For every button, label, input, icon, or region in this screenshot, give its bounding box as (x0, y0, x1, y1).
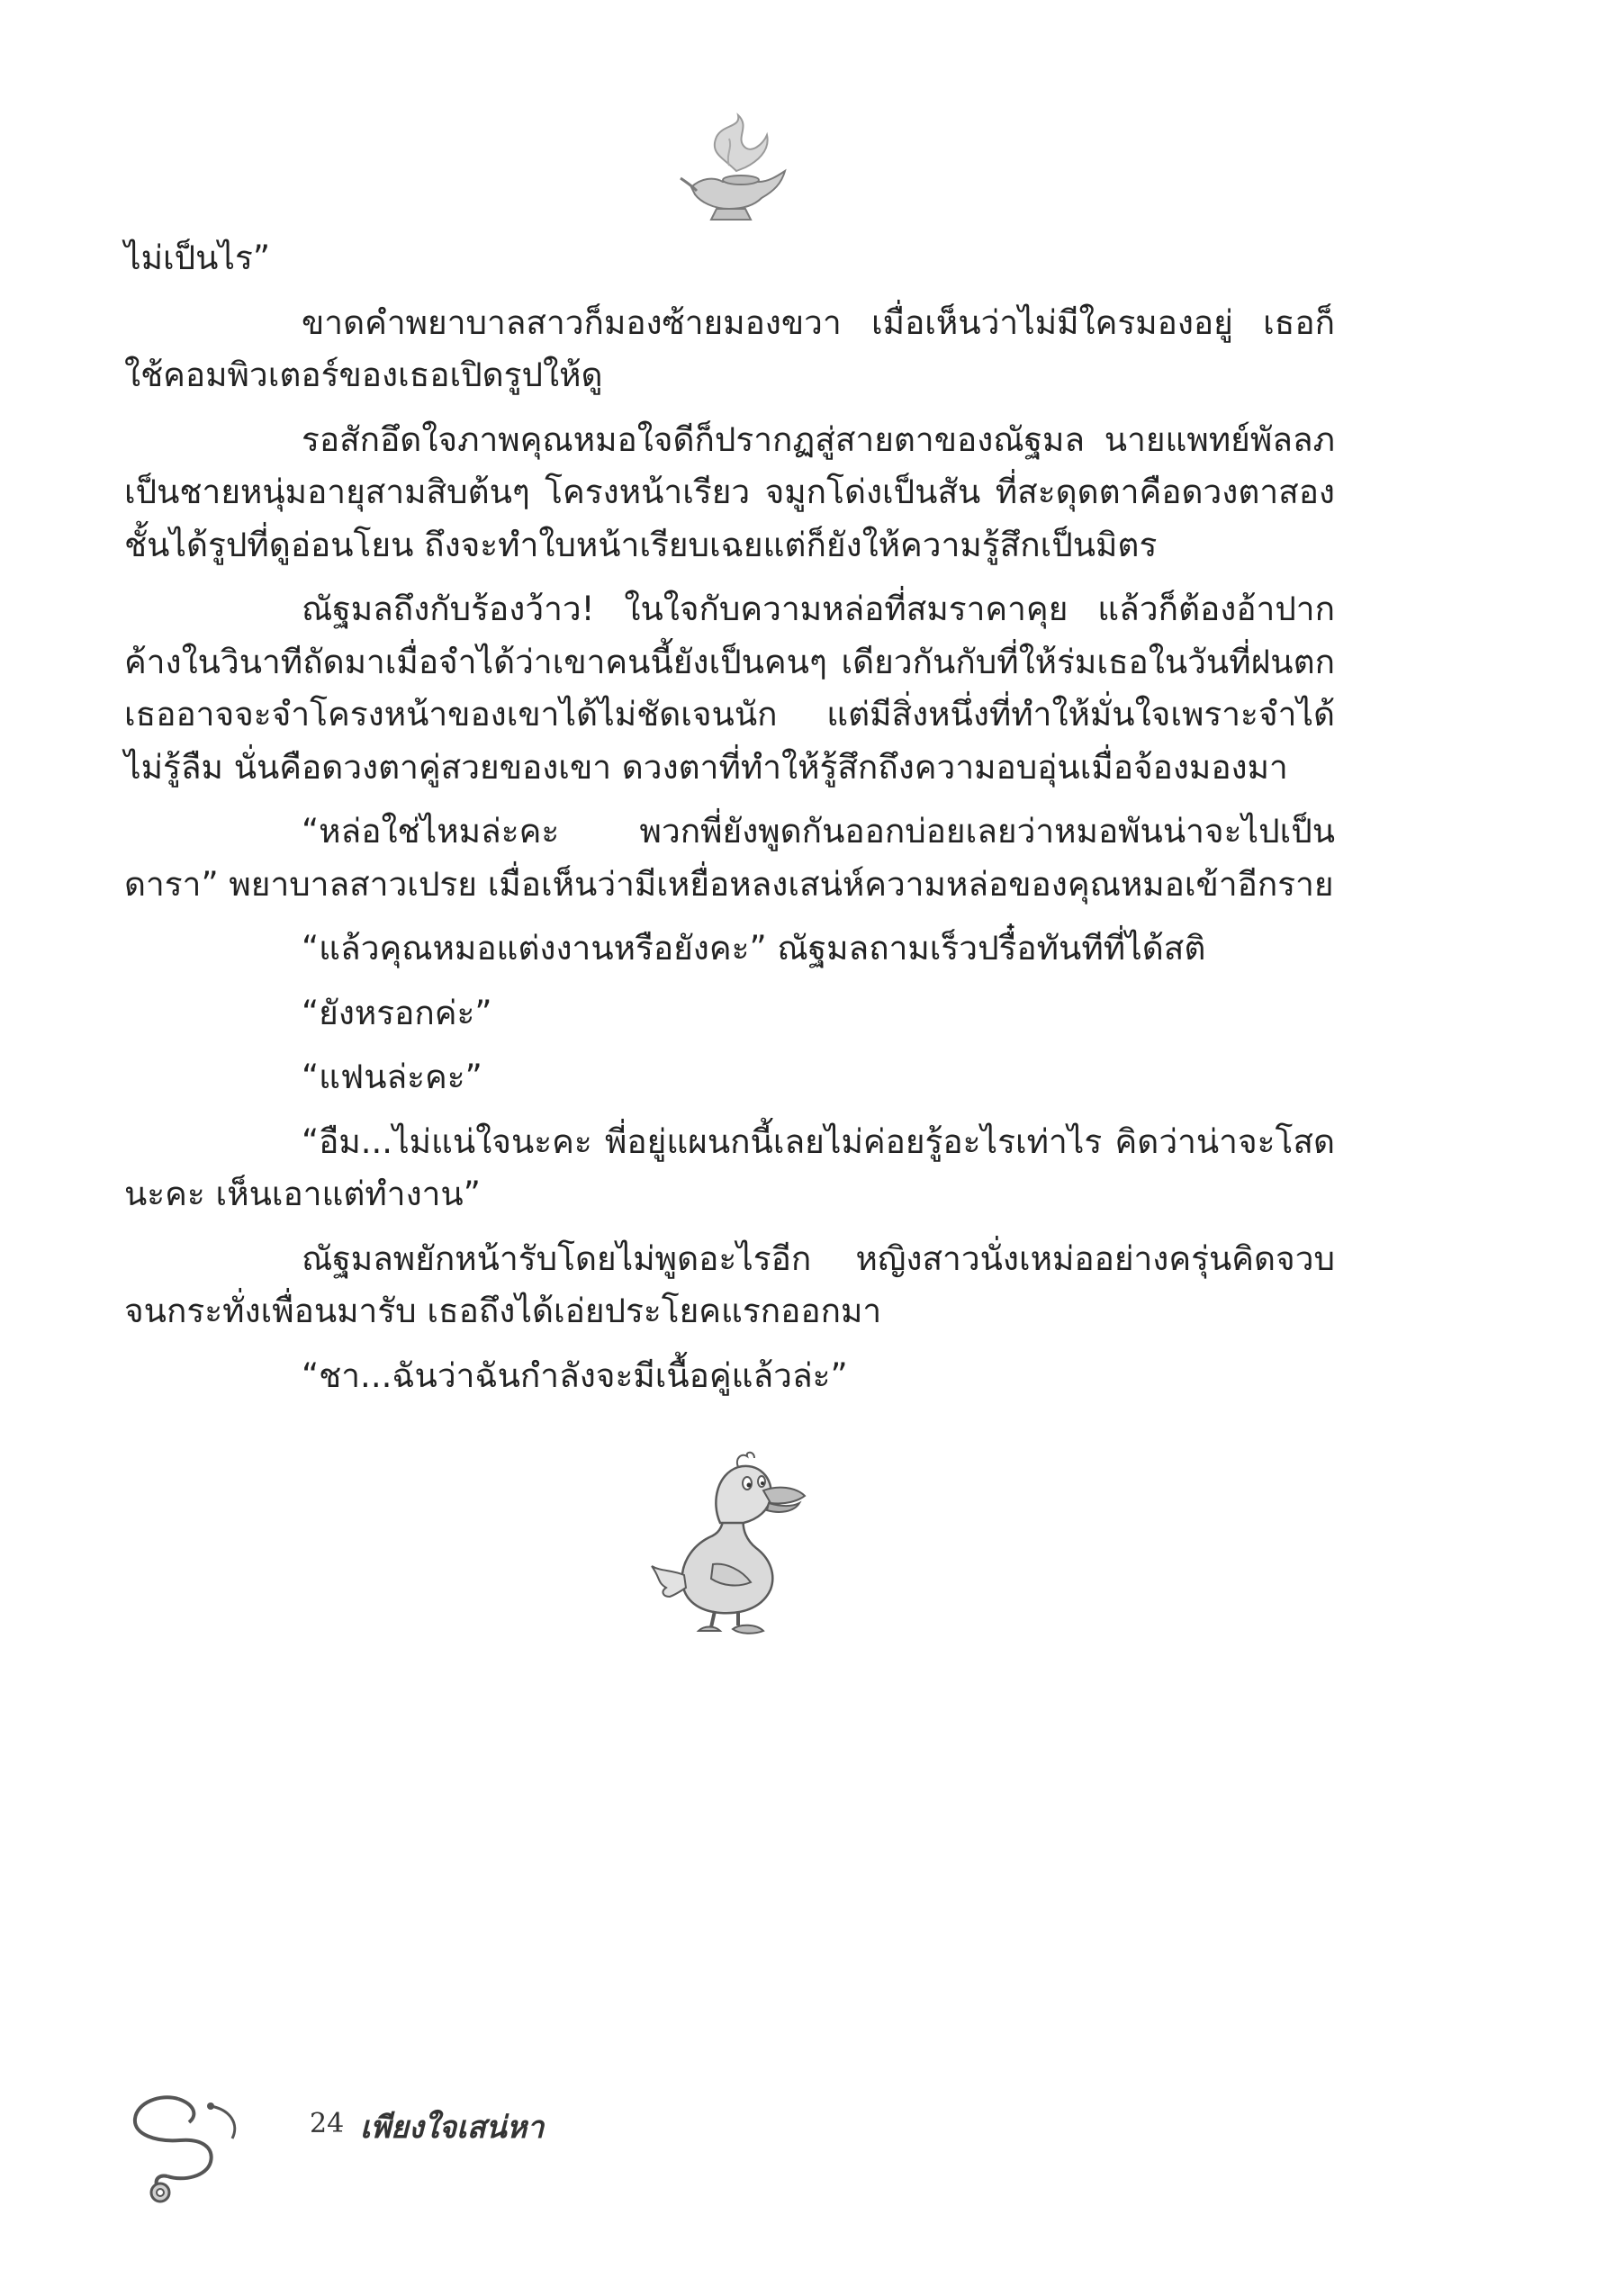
paragraph: รอสักอึดใจภาพคุณหมอใจดีก็ปรากฏสู่สายตาของณัฐมล นายแพทย์พัลลภเป็นชายหนุ่มอายุสามสิบต้นๆ โครงหน้าเรียว จมูกโด่งเป็นสัน ที่สะดุดตาคือดวงตาสองชั้นได้รูปที่ดูอ่อนโยน ถึงจะทำใบหน้าเรียบเฉยแต่ก็ยังให้ความรู้สึกเป็นมิตร (124, 419, 1335, 564)
paragraph: “แล้วคุณหมอแต่งงานหรือยังคะ” ณัฐมลถามเร็วปรื๋อทันทีที่ได้สติ (302, 929, 1206, 968)
paragraph: ณัฐมลพยักหน้ารับโดยไม่พูดอะไรอีก หญิงสาวนั่งเหม่ออย่างครุ่นคิดจวบจนกระทั่งเพื่อนมารับ เธอถึงได้เอ่ยประโยคแรกออกมา (124, 1238, 1335, 1330)
stethoscope-icon (124, 2088, 277, 2205)
paragraph: “แฟนล่ะคะ” (302, 1058, 482, 1096)
paragraph: ณัฐมลถึงกับร้องว้าว! ในใจกับความหล่อที่สมราคาคุย แล้วก็ต้องอ้าปากค้างในวินาทีถัดมาเมื่อจำได้ว่าเขาคนนี้ยังเป็นคนๆ เดียวกันกับที่ให้ร่มเธอในวันที่ฝนตก เธออาจจะจำโครงหน้าของเขาได้ไม่ชัดเจนนัก แต่มีสิ่งหนึ่งที่ทำให้มั่นใจเพราะจำได้ไม่รู้ลืม นั่นคือดวงตาคู่สวยของเขา ดวงตาที่ทำให้รู้สึกถึงความอบอุ่นเมื่อจ้องมองมา (124, 590, 1335, 787)
body-text (124, 232, 1335, 1414)
paragraph: “อืม...ไม่แน่ใจนะคะ พี่อยู่แผนกนี้เลยไม่ค่อยรู้อะไรเท่าไร คิดว่าน่าจะโสดนะคะ เห็นเอาแต่ทำงาน” (124, 1121, 1335, 1213)
paragraph: ขาดคำพยาบาลสาวก็มองซ้ายมองขวา เมื่อเห็นว่าไม่มีใครมองอยู่ เธอก็ใช้คอมพิวเตอร์ของเธอเปิดรูปให้ดู (124, 302, 1335, 394)
page-number: 24 (310, 2108, 345, 2139)
book-title: เพียงใจเสน่หา (360, 2110, 545, 2146)
paragraph: “หล่อใช่ไหมล่ะคะ พวกพี่ยังพูดกันออกบ่อยเลยว่าหมอพันน่าจะไปเป็นดารา” พยาบาลสาวเปรย เมื่อเห็นว่ามีเหยื่อหลงเสน่ห์ความหล่อของคุณหมอเข้าอีกราย (124, 812, 1335, 904)
genie-lamp-icon (673, 108, 790, 234)
paragraph: “ชา...ฉันว่าฉันกำลังจะมีเนื้อคู่แล้วล่ะ” (302, 1355, 848, 1395)
page-footer (124, 2088, 754, 2205)
paragraph: “ยังหรอกค่ะ” (302, 993, 492, 1032)
paragraph: ไม่เป็นไร” (124, 239, 271, 277)
duck-icon (645, 1447, 825, 1641)
